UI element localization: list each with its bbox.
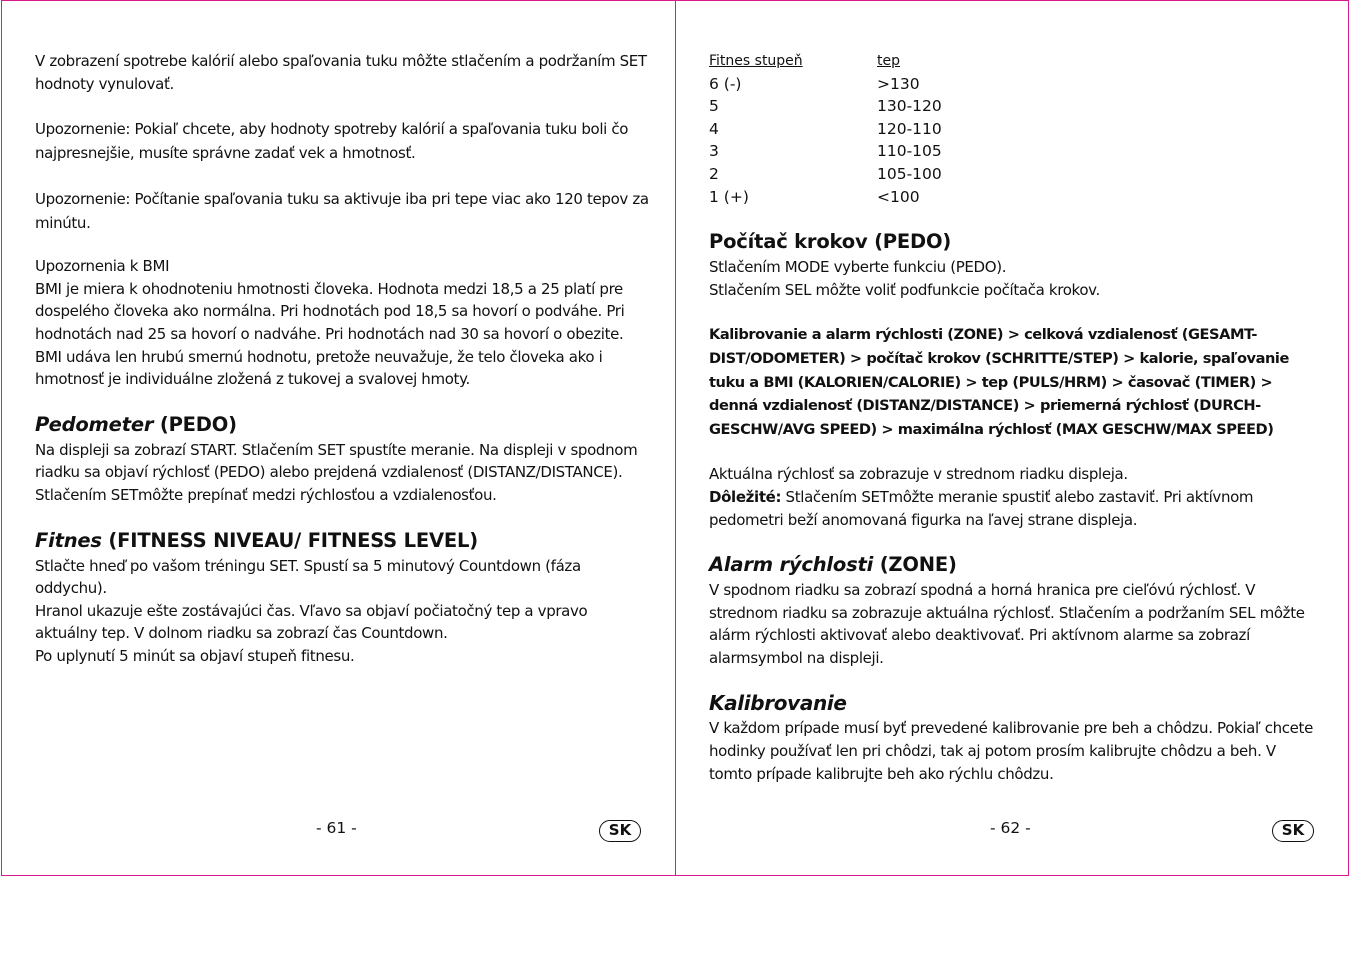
important-note [709, 486, 1319, 531]
table-row [709, 73, 942, 96]
table-row [709, 118, 942, 141]
left-page [1, 0, 675, 876]
step-counter-text-2: Stlačením SEL môžte voliť podfunkcie počítača krokov. [709, 280, 1100, 299]
speed-alarm-text: V spodnom riadku sa zobrazí spodná a horná hranica pre cieľóvú rýchlosť. V strednom riadku sa zobrazuje aktuálna rýchlosť. Stlačením a podržaním SEL môžte alárm rýchlosti aktivovať alebo deaktivovať. Pri aktívnom alarme sa zobrazí alarmsymbol na displeji. [709, 581, 1305, 667]
pedometer-heading [35, 411, 650, 439]
note-accuracy [35, 117, 650, 165]
left-page-content [35, 50, 650, 668]
note-text: Pokiaľ chcete, aby hodnoty spotreby kalórií a spaľovania tuku boli čo najpresnejšie, musíte správne zadať vek a hmotnosť. [35, 120, 629, 163]
page-number: - 62 - [990, 819, 1031, 837]
note-text: Počítanie spaľovania tuku sa aktivuje iba pri tepe viac ako 120 tepov za minútu. [35, 190, 649, 233]
speed-alarm-heading-italic: Alarm rýchlosti [709, 553, 874, 577]
table-cell-pulse: 110-105 [877, 142, 942, 161]
pedometer-text: Na displeji sa zobrazí START. Stlačením SET spustíte meranie. Na displeji v spodnom riadku sa objaví rýchlosť (PEDO) alebo prejdená vzdialenosť (DISTANZ/DISTANCE). Stlačením SETmôžte prepínať medzi rýchlosťou a vzdialenosťou. [35, 440, 638, 504]
speed-alarm-heading [709, 551, 1319, 579]
table-cell-level: 3 [709, 142, 719, 161]
note-label: Upozornenie: [35, 120, 131, 139]
table-cell-level: 2 [709, 164, 719, 183]
table-cell-level: 1 (+) [709, 187, 749, 206]
bmi-text-1: BMI je miera k ohodnoteniu hmotnosti človeka. Hodnota medzi 18,5 a 25 platí pre dospelého človeka ako normálna. Pri hodnotách pod 18,5 sa hovorí o podváhe. Pri hodnotách nad 25 sa hovorí o nadváhe. Pri hodnotách nad 30 sa hovorí o obezite. [35, 279, 625, 343]
table-header-pulse: tep [877, 53, 900, 69]
fitness-heading-rest: (FITNESS NIVEAU/ FITNESS LEVEL) [101, 528, 478, 552]
function-sequence [709, 323, 1319, 441]
right-page [675, 0, 1349, 876]
table-cell-pulse: <100 [877, 187, 920, 206]
right-page-content [709, 50, 1319, 785]
table-header-level: Fitnes stupeň [709, 53, 803, 69]
calibration-heading: Kalibrovanie [709, 691, 847, 716]
table-cell-level: 6 (-) [709, 74, 742, 93]
important-text: Stlačením SETmôžte meranie spustiť alebo zastaviť. Pri aktívnom pedometri beží anomovaná figurka na ľavej strane displeja. [709, 487, 1254, 529]
calibration-text: V každom prípade musí byť prevedené kalibrovanie pre beh a chôdzu. Pokiaľ chcete hodinky používať len pri chôdzi, tak aj potom prosím kalibrujte chôdzu a beh. V tomto prípade kalibrujte beh ako rýchlu chôdzu. [709, 719, 1313, 783]
table-cell-pulse: >130 [877, 74, 920, 93]
table-row [709, 140, 942, 163]
speed-text: Aktuálna rýchlosť sa zobrazuje v strednom riadku displeja. [709, 465, 1128, 484]
table-row [709, 95, 942, 118]
table-header-row [709, 50, 942, 73]
table-cell-pulse: 105-100 [877, 164, 942, 183]
step-counter-heading: Počítač krokov (PEDO) [709, 230, 952, 254]
bmi-heading: Upozornenia k BMI [35, 257, 170, 276]
fitness-text-3: Po uplynutí 5 minút sa objaví stupeň fitnesu. [35, 646, 355, 665]
table-cell-level: 5 [709, 97, 719, 116]
note-fat-burn [35, 187, 650, 235]
fitness-heading [35, 527, 650, 555]
function-sequence-text: Kalibrovanie a alarm rýchlosti (ZONE) > celková vzdialenosť (GESAMT-DIST/ODOMETER) > počítač krokov (SCHRITTE/STEP) > kalorie, spaľovanie tuku a BMI (KALORIEN/CALORIE) > tep (PULS/HRM) > časovač (TIMER) > denná vzdialenosť (DISTANZ/DISTANCE) > priemerná rýchlosť (DURCH-GESCHW/AVG SPEED) > maximálna rýchlosť (MAX GESCHW/MAX SPEED) [709, 326, 1289, 438]
important-label: Dôležité: [709, 487, 782, 506]
pedometer-heading-italic: Pedometer [35, 412, 154, 436]
note-label: Upozornenie: [35, 190, 131, 209]
table-cell-pulse: 120-110 [877, 119, 942, 138]
bmi-text-2: BMI udáva len hrubú smernú hodnotu, pretože neuvažuje, že telo človeka ako i hmotnosť je individuálne zložená z tukovej a svalovej hmoty. [35, 347, 603, 389]
speed-alarm-heading-rest: (ZONE) [873, 553, 957, 577]
reset-paragraph: V zobrazení spotrebe kalórií alebo spaľovania tuku môžte stlačením a podržaním SET hodnoty vynulovať. [35, 52, 647, 93]
fitness-level-table [709, 50, 942, 208]
language-badge: SK [599, 820, 641, 842]
step-counter-text-1: Stlačením MODE vyberte funkciu (PEDO). [709, 258, 1007, 277]
table-cell-pulse: 130-120 [877, 97, 942, 116]
fitness-heading-italic: Fitnes [35, 528, 102, 552]
table-row [709, 163, 942, 186]
table-cell-level: 4 [709, 119, 719, 138]
page-number: - 61 - [316, 819, 357, 837]
table-row [709, 186, 942, 209]
fitness-text-2: Hranol ukazuje ešte zostávajúci čas. Vľavo sa objaví počiatočný tep a vpravo aktuálny tep. V dolnom riadku sa zobrazí čas Countdown. [35, 601, 588, 643]
pedometer-heading-rest: (PEDO) [153, 412, 237, 436]
fitness-text-1: Stlačte hneď po vašom tréningu SET. Spustí sa 5 minutový Countdown (fáza oddychu). [35, 556, 581, 598]
language-badge: SK [1272, 820, 1314, 842]
